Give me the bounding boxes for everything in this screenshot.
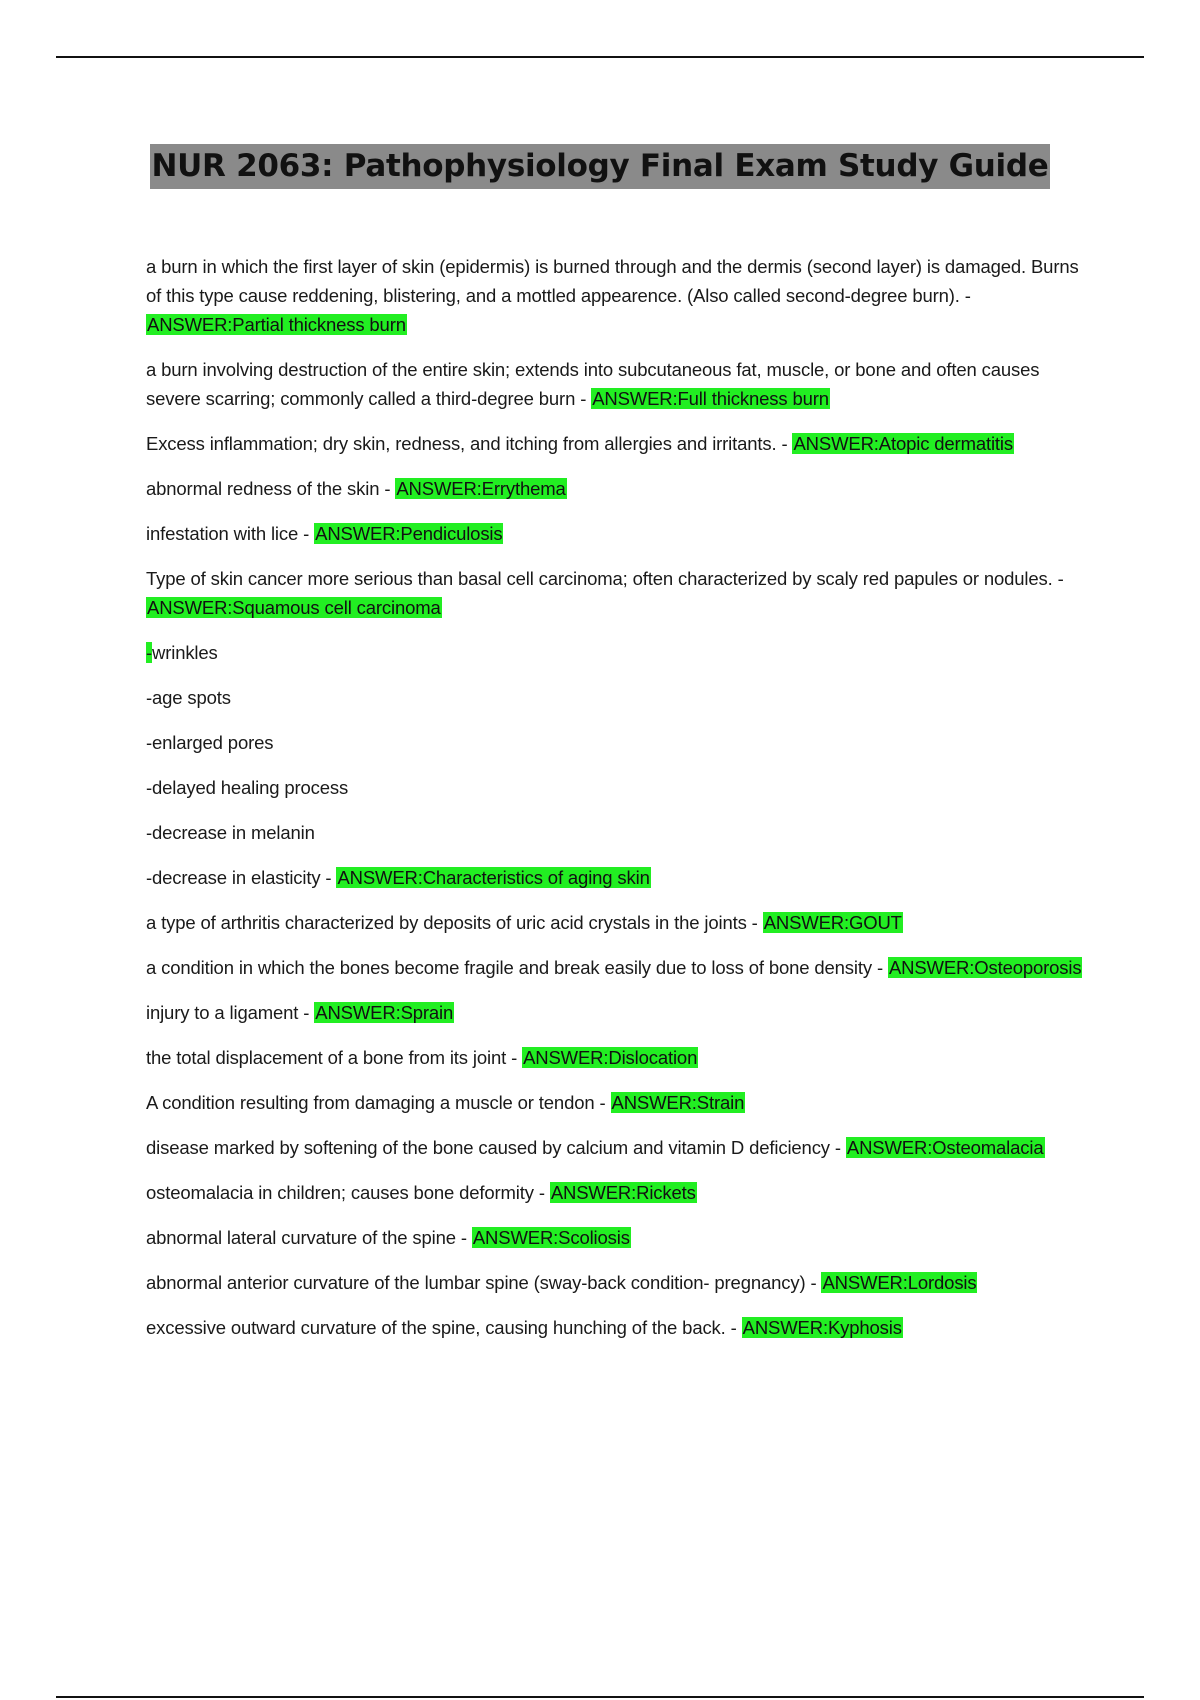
qa-item bbox=[146, 998, 1086, 1027]
separator: - bbox=[298, 523, 315, 544]
qa-item bbox=[146, 1178, 1086, 1207]
title-container bbox=[0, 144, 1200, 189]
answer-highlight: ANSWER:Kyphosis bbox=[742, 1317, 902, 1338]
answer-highlight: ANSWER:Scoliosis bbox=[472, 1227, 630, 1248]
list-text: -decrease in elasticity bbox=[146, 867, 321, 888]
question-text: abnormal lateral curvature of the spine bbox=[146, 1227, 456, 1248]
answer-highlight: ANSWER:Osteoporosis bbox=[888, 957, 1082, 978]
qa-item bbox=[146, 519, 1086, 548]
answer-highlight: ANSWER:Lordosis bbox=[822, 1272, 977, 1293]
question-text: Excess inflammation; dry skin, redness, and itching from allergies and irritants. bbox=[146, 433, 777, 454]
list-text: -decrease in melanin bbox=[146, 822, 315, 843]
answer-highlight: ANSWER:Partial thickness burn bbox=[147, 314, 406, 335]
document-title: NUR 2063: Pathophysiology Final Exam Study Guide bbox=[150, 144, 1051, 189]
qa-item bbox=[146, 953, 1086, 982]
aging-list-line bbox=[146, 683, 1086, 712]
list-text: -enlarged pores bbox=[146, 732, 274, 753]
qa-item bbox=[146, 252, 1086, 339]
document-body bbox=[146, 252, 1086, 1358]
qa-item bbox=[146, 1223, 1086, 1252]
separator: - bbox=[455, 1227, 472, 1248]
answer-highlight: ANSWER:Characteristics of aging skin bbox=[337, 867, 650, 888]
qa-item bbox=[146, 355, 1086, 413]
answer-highlight: ANSWER:Sprain bbox=[315, 1002, 454, 1023]
answer-highlight: ANSWER:Squamous cell carcinoma bbox=[147, 597, 441, 618]
answer-highlight: ANSWER:Rickets bbox=[550, 1182, 696, 1203]
question-text: the total displacement of a bone from its joint bbox=[146, 1047, 507, 1068]
answer-highlight: ANSWER:Errythema bbox=[396, 478, 566, 499]
question-text: abnormal redness of the skin bbox=[146, 478, 380, 499]
question-text: a burn involving destruction of the entire skin; extends into subcutaneous fat, muscle, or bone and often causes severe scarring; commonly called a third-degree burn bbox=[146, 359, 1040, 409]
separator: - bbox=[776, 433, 793, 454]
question-text: abnormal anterior curvature of the lumbar spine (sway-back condition- pregnancy) bbox=[146, 1272, 806, 1293]
question-text: a condition in which the bones become fragile and break easily due to loss of bone density bbox=[146, 957, 872, 978]
separator: - bbox=[298, 1002, 315, 1023]
separator: - bbox=[379, 478, 396, 499]
list-text: -age spots bbox=[146, 687, 231, 708]
separator: - bbox=[805, 1272, 822, 1293]
qa-item bbox=[146, 1313, 1086, 1342]
separator: - bbox=[746, 912, 763, 933]
question-text: infestation with lice bbox=[146, 523, 299, 544]
answer-highlight: ANSWER:Full thickness burn bbox=[592, 388, 829, 409]
separator: - bbox=[1052, 568, 1064, 589]
question-text: disease marked by softening of the bone caused by calcium and vitamin D deficiency bbox=[146, 1137, 830, 1158]
highlighted-dash: - bbox=[146, 642, 153, 663]
top-rule bbox=[56, 56, 1144, 58]
question-text: injury to a ligament bbox=[146, 1002, 299, 1023]
separator: - bbox=[959, 285, 971, 306]
answer-highlight: ANSWER:Pendiculosis bbox=[315, 523, 503, 544]
list-text: -delayed healing process bbox=[146, 777, 349, 798]
separator: - bbox=[871, 957, 888, 978]
qa-item bbox=[146, 1268, 1086, 1297]
separator: - bbox=[533, 1182, 550, 1203]
aging-list-line bbox=[146, 638, 1086, 667]
qa-item bbox=[146, 1043, 1086, 1072]
aging-list-line bbox=[146, 773, 1086, 802]
aging-list-line bbox=[146, 818, 1086, 847]
question-text: Type of skin cancer more serious than basal cell carcinoma; often characterized by scaly red papules or nodules. bbox=[146, 568, 1053, 589]
qa-item bbox=[146, 474, 1086, 503]
question-text: a type of arthritis characterized by deposits of uric acid crystals in the joints bbox=[146, 912, 747, 933]
answer-highlight: ANSWER:Strain bbox=[611, 1092, 745, 1113]
separator: - bbox=[575, 388, 592, 409]
answer-highlight: ANSWER:Dislocation bbox=[523, 1047, 698, 1068]
question-text: excessive outward curvature of the spine, causing hunching of the back. bbox=[146, 1317, 726, 1338]
aging-list-line bbox=[146, 728, 1086, 757]
answer-highlight: ANSWER:GOUT bbox=[763, 912, 902, 933]
answer-highlight: ANSWER:Atopic dermatitis bbox=[793, 433, 1013, 454]
separator: - bbox=[829, 1137, 846, 1158]
bottom-rule bbox=[56, 1696, 1144, 1698]
separator: - bbox=[725, 1317, 742, 1338]
qa-item bbox=[146, 908, 1086, 937]
separator: - bbox=[594, 1092, 611, 1113]
question-text: A condition resulting from damaging a muscle or tendon bbox=[146, 1092, 595, 1113]
aging-list-line bbox=[146, 863, 1086, 892]
question-text: osteomalacia in children; causes bone deformity bbox=[146, 1182, 534, 1203]
separator: - bbox=[320, 867, 337, 888]
qa-item bbox=[146, 1088, 1086, 1117]
qa-item bbox=[146, 1133, 1086, 1162]
question-text: a burn in which the first layer of skin (epidermis) is burned through and the dermis (second layer) is damaged. Burns of this type cause reddening, blistering, and a mottled appearence. (Also called second-degree burn). bbox=[146, 256, 1079, 306]
list-text: wrinkles bbox=[152, 642, 218, 663]
qa-item bbox=[146, 564, 1086, 622]
separator: - bbox=[506, 1047, 523, 1068]
qa-item bbox=[146, 429, 1086, 458]
answer-highlight: ANSWER:Osteomalacia bbox=[846, 1137, 1044, 1158]
